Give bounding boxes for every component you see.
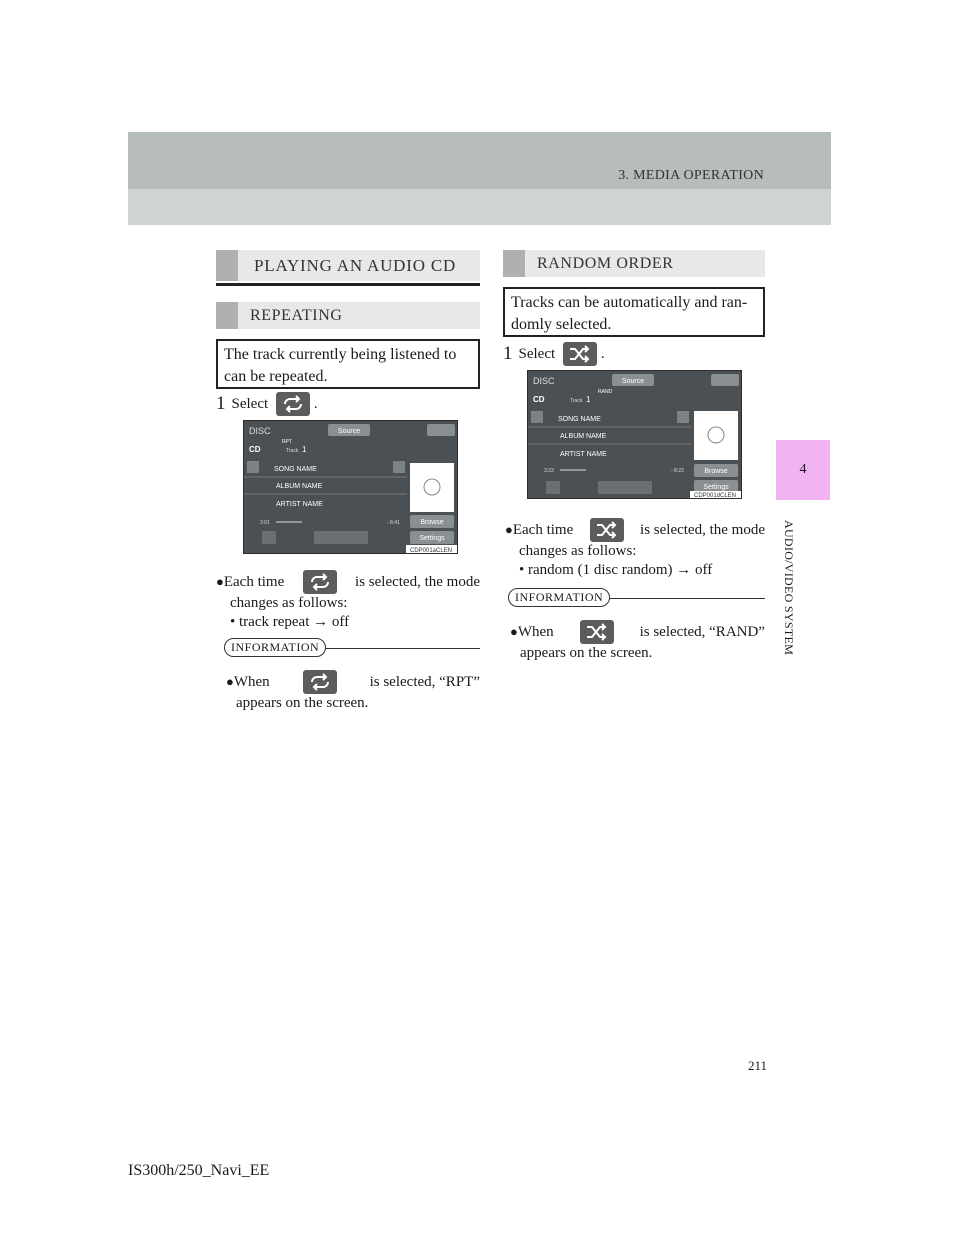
screen-mode-label: RAND <box>598 389 613 395</box>
shuffle-icon <box>590 518 624 542</box>
screen-artist-name: ARTIST NAME <box>276 501 323 508</box>
repeat-icon <box>303 670 337 694</box>
screen-code: CDP001aCLEN <box>409 548 453 553</box>
bullet-mode-random: ●Each time is selected, the mode changes as follows: • random (1 disc random) → off <box>505 518 765 580</box>
info-left-text: ●When is selected, “RPT” appears on the screen. <box>226 670 480 713</box>
screen-song-name: SONG NAME <box>274 466 317 473</box>
repeat-icon[interactable] <box>276 392 310 416</box>
screen-track-label: Track <box>570 398 583 404</box>
info-right-text: ●When is selected, “RAND” appears on the screen. <box>510 620 765 663</box>
page-number: 211 <box>748 1058 768 1073</box>
screen-source-button: Source <box>337 428 361 435</box>
screen-time-start: 3:01 <box>260 520 270 526</box>
screen-time-end: - 8:41 <box>387 520 400 526</box>
screen-track-label: Track <box>286 448 299 454</box>
screen-track-number: 1 <box>302 445 307 454</box>
info-left: INFORMATION <box>224 638 480 658</box>
subsection-heading-repeating: REPEATING <box>216 302 480 329</box>
screen-code: CDP001dCLEN <box>693 493 737 498</box>
left-section <box>216 250 480 389</box>
info-right: INFORMATION <box>508 588 765 608</box>
subsection-heading-random: RANDOM ORDER <box>503 250 765 277</box>
screen-settings-button: Settings <box>703 484 729 491</box>
shuffle-icon <box>580 620 614 644</box>
screen-settings-button: Settings <box>419 535 445 542</box>
screen-mode-label: RPT <box>282 439 292 445</box>
footer-model: IS300h/250_Navi_EE <box>128 1162 270 1179</box>
screen-track-number: 1 <box>586 395 591 404</box>
screen-disc-label: DISC <box>533 376 555 386</box>
screen-time-end: - 8:23 <box>671 468 684 474</box>
screen-artist-name: ARTIST NAME <box>560 451 607 458</box>
screen-browse-button: Browse <box>704 468 728 475</box>
screen-cd-label: CD <box>533 395 545 404</box>
right-section <box>503 250 765 337</box>
step-select-shuffle: 1 Select . <box>503 343 605 364</box>
screen-browse-button: Browse <box>420 519 444 526</box>
screen-cd-label: CD <box>249 445 261 454</box>
chapter-title: 3. MEDIA OPERATION <box>618 168 764 183</box>
bullet-mode-repeat: ●Each time is selected, the mode changes as follows: • track repeat → off <box>216 570 480 632</box>
screen-time-start: 3:23 <box>544 468 554 474</box>
repeat-icon <box>303 570 337 594</box>
shuffle-icon[interactable] <box>563 342 597 366</box>
audio-screen-repeat <box>243 420 458 554</box>
intro-box-random: Tracks can be automatically and ran-domly selected. <box>503 287 765 337</box>
side-tab-number: 4 <box>799 462 807 477</box>
side-tab-label: AUDIO/VIDEO SYSTEM <box>782 520 796 656</box>
screen-source-button: Source <box>621 378 645 385</box>
screen-album-name: ALBUM NAME <box>276 483 323 490</box>
section-heading: PLAYING AN AUDIO CD <box>216 250 480 281</box>
screen-album-name: ALBUM NAME <box>560 433 607 440</box>
intro-box: The track currently being listened to can be repeated. <box>216 339 480 389</box>
screen-song-name: SONG NAME <box>558 416 601 423</box>
step-select-repeat: 1 Select . <box>216 393 318 414</box>
screen-disc-label: DISC <box>249 426 271 436</box>
audio-screen-random <box>527 370 742 499</box>
